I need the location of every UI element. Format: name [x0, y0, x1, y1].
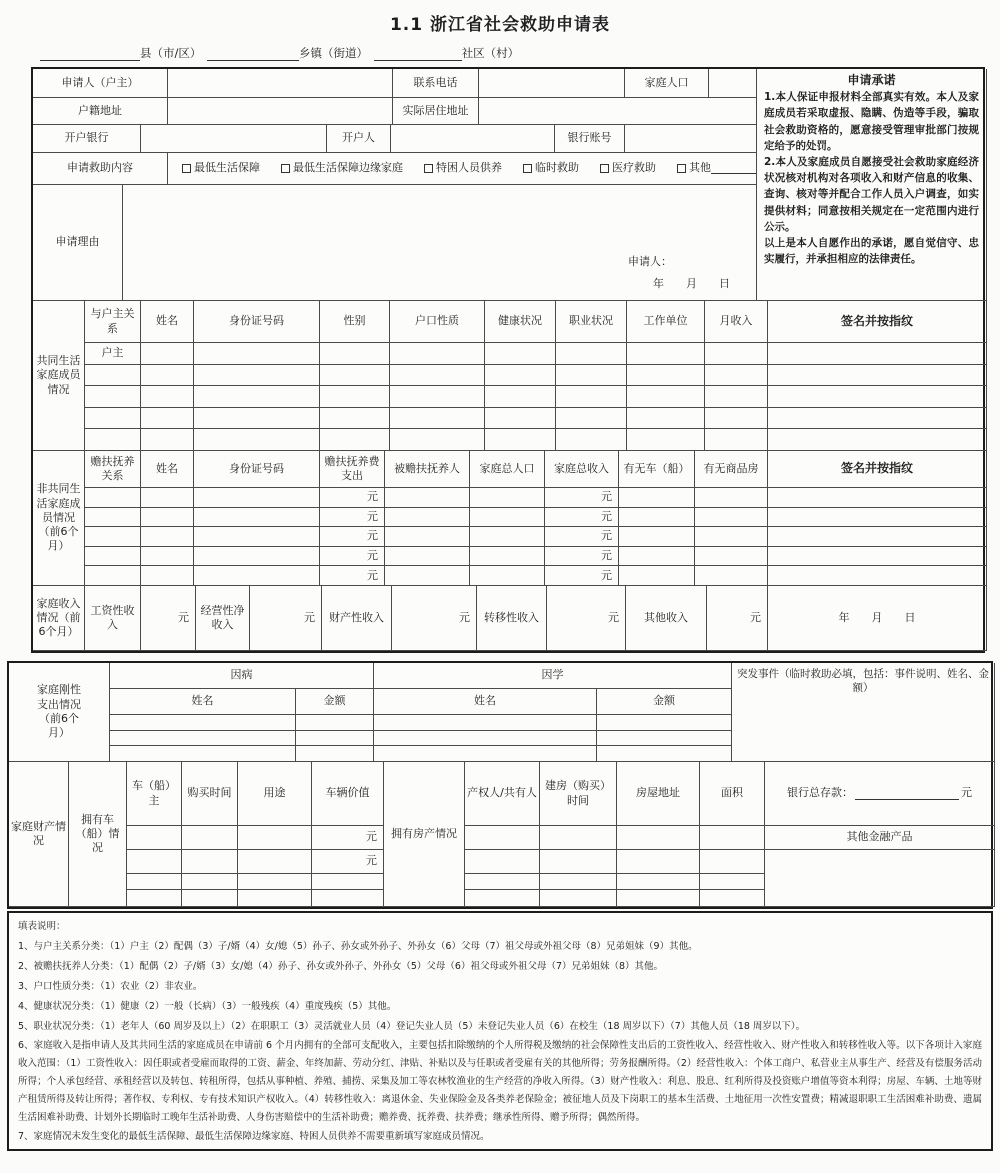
- registered-address-input[interactable]: [168, 98, 393, 125]
- property-section-label: 家庭财产情况: [9, 762, 69, 907]
- table-cell[interactable]: [485, 429, 556, 451]
- table-cell[interactable]: [768, 566, 987, 586]
- table-cell[interactable]: [597, 731, 732, 747]
- account-holder-label: 开户人: [327, 125, 391, 153]
- family-size-label: 家庭人口: [625, 69, 709, 98]
- income-business-input[interactable]: 元: [250, 586, 322, 651]
- table-cell[interactable]: [390, 386, 485, 408]
- table-cell[interactable]: [374, 746, 597, 762]
- table-cell[interactable]: [768, 527, 987, 547]
- car-purchase-time-label: 购买时间: [182, 762, 238, 826]
- aid-option-temporary[interactable]: 临时救助: [523, 161, 579, 175]
- phone-label: 联系电话: [393, 69, 479, 98]
- table-cell[interactable]: [85, 488, 141, 508]
- table-cell[interactable]: [85, 527, 141, 547]
- table-cell[interactable]: [374, 731, 597, 747]
- car-owner-label: 车（船）主: [127, 762, 182, 826]
- note-item-7: 7、家庭情况未发生变化的最低生活保障、最低生活保障边缘家庭、特困人员供养不需要重新填写家庭成员情况。: [18, 1131, 490, 1142]
- table-cell[interactable]: [127, 850, 182, 874]
- income-business-label: 经营性净收入: [196, 586, 250, 651]
- yuan-unit[interactable]: 元: [312, 826, 384, 850]
- table-cell[interactable]: [627, 343, 705, 365]
- aid-options-row: [168, 153, 757, 185]
- nc-row: [85, 566, 987, 586]
- aid-option-dibao[interactable]: 最低生活保障: [182, 161, 260, 175]
- county-label: 县（市/区）: [140, 46, 202, 60]
- town-blank[interactable]: [207, 48, 299, 61]
- note-item-3: 3、户口性质分类：（1）农业（2）非农业。: [18, 981, 203, 992]
- expense-section-label: 家庭刚性支出情况（前6个月）: [9, 663, 110, 762]
- nc-row: [85, 547, 987, 567]
- table-cell[interactable]: [127, 826, 182, 850]
- checkbox-icon[interactable]: [281, 164, 290, 173]
- table-cell[interactable]: [695, 566, 768, 586]
- community-blank[interactable]: [374, 48, 462, 61]
- notes-title: 填表说明：: [18, 921, 66, 932]
- table-cell[interactable]: [485, 365, 556, 387]
- table-cell[interactable]: [141, 365, 194, 387]
- table-cell[interactable]: [238, 874, 312, 890]
- table-cell[interactable]: [194, 488, 320, 508]
- yuan-unit[interactable]: 元: [320, 527, 385, 547]
- table-cell[interactable]: [619, 566, 695, 586]
- member-col-employer: 工作单位: [627, 301, 705, 343]
- table-cell[interactable]: [556, 429, 627, 451]
- table-cell[interactable]: [320, 365, 390, 387]
- table-cell[interactable]: [141, 408, 194, 430]
- table-cell[interactable]: [700, 850, 765, 874]
- table-cell[interactable]: [320, 408, 390, 430]
- residence-address-label: 实际居住地址: [393, 98, 479, 125]
- pledge-paragraph-3: 以上是本人自愿作出的承诺，愿自觉信守、忠实履行，并承担相应的法律责任。: [764, 237, 979, 266]
- bank-account-input[interactable]: [625, 125, 757, 153]
- non-cohabit-section-label: 非共同生活家庭成员情况（前6个月）: [33, 451, 85, 586]
- yuan-unit[interactable]: 元: [312, 850, 384, 874]
- yuan-unit: 元: [961, 786, 972, 800]
- table-cell[interactable]: [768, 365, 987, 387]
- pledge-panel: [757, 69, 987, 301]
- nc-col-signature: 签名并按指纹: [768, 451, 987, 488]
- table-cell[interactable]: [768, 508, 987, 528]
- table-cell[interactable]: [705, 365, 768, 387]
- expense-section: [9, 663, 991, 762]
- members-section: [33, 301, 983, 451]
- table-cell[interactable]: [320, 429, 390, 451]
- table-cell[interactable]: [556, 408, 627, 430]
- table-cell[interactable]: [85, 566, 141, 586]
- table-cell[interactable]: [296, 746, 374, 762]
- other-financial-label: 其他金融产品: [765, 826, 995, 850]
- bank-deposit-cell[interactable]: [765, 762, 995, 826]
- table-cell[interactable]: [540, 890, 617, 907]
- income-wage-label: 工资性收入: [85, 586, 141, 651]
- table-cell[interactable]: [296, 731, 374, 747]
- expense-study-name-label: 姓名: [374, 689, 597, 715]
- table-cell[interactable]: [617, 890, 700, 907]
- expense-study-amount-label: 金额: [597, 689, 732, 715]
- member-col-monthly-income: 月收入: [705, 301, 768, 343]
- table-cell[interactable]: [768, 408, 987, 430]
- table-cell[interactable]: [194, 527, 320, 547]
- table-cell[interactable]: [85, 429, 141, 451]
- nc-col-has-vehicle: 有无车（船）: [619, 451, 695, 488]
- table-cell[interactable]: [470, 527, 545, 547]
- aid-option-medical[interactable]: 医疗救助: [600, 161, 656, 175]
- yuan-unit[interactable]: 元: [545, 566, 619, 586]
- phone-input[interactable]: [479, 69, 625, 98]
- table-cell[interactable]: [465, 874, 540, 890]
- expense-emergency-label: 突发事件（临时救助必填，包括：事件说明、姓名、金额）: [737, 668, 989, 694]
- bank-name-label: 开户银行: [33, 125, 141, 153]
- member-col-signature: 签名并按指纹: [768, 301, 987, 343]
- table-cell[interactable]: [540, 874, 617, 890]
- table-cell[interactable]: [700, 874, 765, 890]
- table-cell[interactable]: [390, 429, 485, 451]
- table-cell[interactable]: [705, 343, 768, 365]
- table-cell[interactable]: [627, 386, 705, 408]
- income-section: [33, 586, 983, 651]
- checkbox-icon[interactable]: [600, 164, 609, 173]
- nc-col-id-number: 身份证号码: [194, 451, 320, 488]
- nc-row: [85, 508, 987, 528]
- yuan-unit[interactable]: 元: [320, 566, 385, 586]
- table-cell[interactable]: [141, 547, 194, 567]
- checkbox-icon[interactable]: [677, 164, 686, 173]
- residence-address-input[interactable]: [479, 98, 757, 125]
- registered-address-label: 户籍地址: [33, 98, 168, 125]
- applicant-input[interactable]: [168, 69, 393, 98]
- table-cell[interactable]: [485, 386, 556, 408]
- table-cell[interactable]: [470, 488, 545, 508]
- member-col-gender: 性别: [320, 301, 390, 343]
- table-cell[interactable]: [141, 343, 194, 365]
- table-cell[interactable]: [320, 386, 390, 408]
- table-cell[interactable]: [85, 547, 141, 567]
- member-row: [85, 365, 987, 387]
- table-cell[interactable]: [485, 343, 556, 365]
- nc-col-has-property: 有无商品房: [695, 451, 768, 488]
- table-cell[interactable]: [705, 408, 768, 430]
- table-cell[interactable]: [182, 874, 238, 890]
- bank-deposit-label: 银行总存款：: [787, 786, 853, 800]
- member-col-health: 健康状况: [485, 301, 556, 343]
- table-cell[interactable]: [695, 488, 768, 508]
- table-cell[interactable]: [141, 386, 194, 408]
- reason-input[interactable]: [123, 185, 757, 301]
- member-row-head: [85, 343, 987, 365]
- member-col-relation: 与户主关系: [85, 301, 141, 343]
- aid-other-blank[interactable]: [711, 163, 757, 174]
- table-cell[interactable]: [385, 488, 470, 508]
- table-cell[interactable]: [85, 386, 141, 408]
- table-cell[interactable]: [768, 488, 987, 508]
- table-cell[interactable]: [705, 429, 768, 451]
- expense-illness-amount-label: 金额: [296, 689, 374, 715]
- yuan-unit[interactable]: 元: [320, 488, 385, 508]
- other-financial-input[interactable]: [765, 850, 995, 907]
- applicant-sign-label: 申请人：: [628, 255, 672, 269]
- table-cell[interactable]: [700, 826, 765, 850]
- table-cell[interactable]: [385, 527, 470, 547]
- income-date-line: 年 月 日: [768, 586, 987, 651]
- table-cell[interactable]: [617, 850, 700, 874]
- income-asset-label: 财产性收入: [322, 586, 392, 651]
- table-cell[interactable]: [238, 826, 312, 850]
- nc-row: [85, 488, 987, 508]
- yuan-unit[interactable]: 元: [545, 508, 619, 528]
- income-section-label: 家庭收入情况（前6个月）: [33, 586, 85, 651]
- table-cell[interactable]: [627, 408, 705, 430]
- table-cell[interactable]: [619, 547, 695, 567]
- table-cell[interactable]: [141, 508, 194, 528]
- table-cell[interactable]: [320, 343, 390, 365]
- nc-row: [85, 527, 987, 547]
- table-cell[interactable]: [385, 508, 470, 528]
- note-item-1: 1、与户主关系分类：（1）户主（2）配偶（3）子/婿（4）女/媳（5）孙子、孙女或外孙子、外孙女（6）父母（7）祖父母或外祖父母（8）兄弟姐妹（9）其他。: [18, 941, 698, 952]
- table-cell[interactable]: [127, 890, 182, 907]
- table-cell[interactable]: [182, 850, 238, 874]
- income-transfer-label: 转移性收入: [477, 586, 547, 651]
- table-cell[interactable]: [619, 527, 695, 547]
- expense-property-table: [7, 661, 993, 909]
- aid-option-dibao-edge[interactable]: 最低生活保障边缘家庭: [281, 161, 403, 175]
- aid-option-other[interactable]: 其他: [677, 161, 757, 175]
- income-wage-input[interactable]: 元: [141, 586, 196, 651]
- member-row: [85, 386, 987, 408]
- yuan-unit[interactable]: 元: [320, 508, 385, 528]
- note-item-2: 2、被赡扶抚养人分类：（1）配偶（2）子/婿（3）女/媳（4）孙子、孙女或外孙子、外孙女（5）父母（6）祖父母或外祖父母（7）兄弟姐妹（8）其他。: [18, 961, 664, 972]
- table-cell[interactable]: [141, 566, 194, 586]
- yuan-unit[interactable]: 元: [545, 547, 619, 567]
- note-item-6: 6、家庭收入是指申请人及其共同生活的家庭成员在申请前 6 个月内拥有的全部可支配收入，主要包括扣除缴纳的个人所得税及缴纳的社会保障性支出后的工资性收入、经营性收入、财产性收入和转移性收入等。以下各项计入家庭收入范围：（1）工资性收入：因任职或者受雇而取得的工资、薪金、年终加薪、劳动分红、津贴、补贴以及与任职或者受雇有关的其他所得；劳务报酬所得。（2）经营性收入：个体工商户、私营业主从事生产、经营及有偿服务活动所得；个人承包经营、承租经营以及转包、转租所得，包括从事种植、养殖、捕捞、采集及加工等农林牧渔业的生产经营的净收入所得。（3）财产性收入：利息、股息、红利所得及投资账户增值等资本利得；房屋、车辆、土地等财产租赁所得及转让所得；著作权、专利权、专有技术知识产权收入。（4）转移性收入：离退休金、失业保险金及各类养老保险金；被征地人员及下岗职工的基本生活费、土地征用一次性安置费；精减退职职工生活困难补助费、遗属生活困难补助费、计划外长期临时工晚年生活补助费、人身伤害赔偿中的生活补助费；赡养费、抚养费、扶养费；继承性所得、赠予所得；偶然所得。: [18, 1040, 982, 1123]
- table-cell[interactable]: [390, 343, 485, 365]
- table-cell[interactable]: [619, 508, 695, 528]
- car-value-label: 车辆价值: [312, 762, 384, 826]
- table-cell[interactable]: [385, 566, 470, 586]
- expense-study-label: 因学: [374, 663, 732, 689]
- table-cell[interactable]: [700, 890, 765, 907]
- property-house-group-label: 拥有房产情况: [384, 762, 465, 907]
- pledge-title: 申请承诺: [847, 73, 896, 87]
- reason-date-line: 年 月 日: [653, 276, 730, 290]
- note-item-5: 5、职业状况分类：（1）老年人（60 周岁及以上）（2）在职职工（3）灵活就业人员（4）登记失业人员（5）未登记失业人员（6）在校生（18 周岁以下）（7）其他人员（18 周岁以下）。: [18, 1021, 806, 1032]
- table-cell[interactable]: [141, 429, 194, 451]
- reason-label: 申请理由: [33, 185, 123, 301]
- income-other-label: 其他收入: [626, 586, 707, 651]
- member-row: [85, 429, 987, 451]
- expense-illness-name-label: 姓名: [110, 689, 296, 715]
- table-cell[interactable]: [194, 386, 320, 408]
- nc-col-name: 姓名: [141, 451, 194, 488]
- table-cell[interactable]: [110, 746, 296, 762]
- nc-col-family-income: 家庭总收入: [545, 451, 619, 488]
- table-cell[interactable]: [768, 343, 987, 365]
- nc-col-supported-person: 被赡扶抚养人: [385, 451, 470, 488]
- members-section-label: 共同生活家庭成员情况: [33, 301, 85, 451]
- table-cell[interactable]: [127, 874, 182, 890]
- member-col-occupation: 职业状况: [556, 301, 627, 343]
- page-title: 1.1 浙江省社会救助申请表: [389, 15, 611, 35]
- table-cell[interactable]: [374, 715, 597, 731]
- table-cell[interactable]: [85, 408, 141, 430]
- table-cell[interactable]: [597, 715, 732, 731]
- income-asset-input[interactable]: 元: [392, 586, 477, 651]
- table-cell[interactable]: [194, 566, 320, 586]
- table-cell[interactable]: [385, 547, 470, 567]
- house-address-label: 房屋地址: [617, 762, 700, 826]
- table-cell[interactable]: [617, 826, 700, 850]
- pledge-paragraph-1: 1.本人保证申报材料全部真实有效。本人及家庭成员若采取虚报、隐瞒、伪造等手段，骗取社会救助资格的，愿意接受管理审批部门按规定给予的处罚。: [764, 91, 979, 152]
- table-cell[interactable]: [617, 874, 700, 890]
- table-cell[interactable]: [540, 826, 617, 850]
- table-cell[interactable]: [194, 429, 320, 451]
- table-cell[interactable]: [540, 850, 617, 874]
- member-col-name: 姓名: [141, 301, 194, 343]
- table-cell[interactable]: [465, 850, 540, 874]
- table-cell[interactable]: [470, 547, 545, 567]
- table-cell[interactable]: [182, 826, 238, 850]
- community-label: 社区（村）: [461, 46, 520, 60]
- table-cell[interactable]: [768, 547, 987, 567]
- table-cell[interactable]: [238, 890, 312, 907]
- table-cell[interactable]: [627, 365, 705, 387]
- income-other-input[interactable]: 元: [707, 586, 768, 651]
- table-cell[interactable]: [110, 731, 296, 747]
- table-cell[interactable]: [619, 488, 695, 508]
- table-cell[interactable]: [194, 408, 320, 430]
- bank-name-input[interactable]: [141, 125, 327, 153]
- expense-emergency-cell[interactable]: [732, 663, 995, 762]
- member-col-id-number: 身份证号码: [194, 301, 320, 343]
- aid-content-label: 申请救助内容: [33, 153, 168, 185]
- checkbox-icon[interactable]: [523, 164, 532, 173]
- note-item-4: 4、健康状况分类：（1）健康（2）一般（长病）（3）一般残疾（4）重度残疾（5）其他。: [18, 1001, 397, 1012]
- table-cell[interactable]: [85, 508, 141, 528]
- table-cell[interactable]: [238, 850, 312, 874]
- table-cell[interactable]: [556, 365, 627, 387]
- table-cell[interactable]: [465, 826, 540, 850]
- house-build-time-label: 建房（购买）时间: [540, 762, 617, 826]
- table-cell[interactable]: [485, 408, 556, 430]
- applicant-label: 申请人（户主）: [33, 69, 168, 98]
- member-row: [85, 408, 987, 430]
- yuan-unit[interactable]: 元: [545, 488, 619, 508]
- table-cell[interactable]: [110, 715, 296, 731]
- table-cell[interactable]: [465, 890, 540, 907]
- table-cell[interactable]: [695, 527, 768, 547]
- member-col-hukou: 户口性质: [390, 301, 485, 343]
- table-cell[interactable]: [695, 547, 768, 567]
- table-cell[interactable]: [141, 488, 194, 508]
- table-cell[interactable]: [390, 365, 485, 387]
- income-transfer-input[interactable]: 元: [547, 586, 626, 651]
- table-cell[interactable]: [312, 874, 384, 890]
- table-cell[interactable]: [556, 386, 627, 408]
- table-cell[interactable]: [470, 566, 545, 586]
- table-cell[interactable]: [390, 408, 485, 430]
- table-cell[interactable]: [768, 386, 987, 408]
- table-cell[interactable]: [194, 547, 320, 567]
- bank-account-label: 银行账号: [555, 125, 625, 153]
- nc-col-family-size: 家庭总人口: [470, 451, 545, 488]
- notes-panel: [7, 911, 993, 1151]
- main-form-table: [31, 67, 985, 653]
- table-cell[interactable]: [705, 386, 768, 408]
- pledge-paragraph-2: 2.本人及家庭成员自愿接受社会救助家庭经济状况核对机构对各项收入和财产信息的收集、查询、核对等并配合工作人员入户调查，如实提供材料；同意按相关规定在一定范围内进行公示。: [764, 156, 979, 233]
- table-cell[interactable]: [182, 890, 238, 907]
- aid-option-tekun[interactable]: 特困人员供养: [424, 161, 502, 175]
- table-cell[interactable]: [312, 890, 384, 907]
- table-cell[interactable]: [194, 508, 320, 528]
- checkbox-icon[interactable]: [182, 164, 191, 173]
- table-cell[interactable]: [85, 365, 141, 387]
- nc-col-support-relation: 赡扶抚养关系: [85, 451, 141, 488]
- table-cell[interactable]: [627, 429, 705, 451]
- account-holder-input[interactable]: [391, 125, 555, 153]
- table-cell[interactable]: [597, 746, 732, 762]
- checkbox-icon[interactable]: [424, 164, 433, 173]
- family-size-input[interactable]: [709, 69, 757, 98]
- table-cell[interactable]: [296, 715, 374, 731]
- bank-deposit-blank[interactable]: [855, 788, 959, 800]
- table-cell[interactable]: [695, 508, 768, 528]
- table-cell[interactable]: [194, 365, 320, 387]
- place-line: [40, 45, 1000, 62]
- car-usage-label: 用途: [238, 762, 312, 826]
- table-cell[interactable]: [768, 429, 987, 451]
- house-owner-label: 产权人/共有人: [465, 762, 540, 826]
- table-cell[interactable]: [141, 527, 194, 547]
- yuan-unit[interactable]: 元: [320, 547, 385, 567]
- member-relation-host: 户主: [85, 343, 141, 365]
- table-cell[interactable]: [194, 343, 320, 365]
- house-area-label: 面积: [700, 762, 765, 826]
- table-cell[interactable]: [556, 343, 627, 365]
- expense-illness-label: 因病: [110, 663, 374, 689]
- property-car-group-label: 拥有车（船）情况: [69, 762, 127, 907]
- property-section: [9, 762, 991, 907]
- yuan-unit[interactable]: 元: [545, 527, 619, 547]
- county-blank[interactable]: [40, 48, 140, 61]
- table-cell[interactable]: [470, 508, 545, 528]
- town-label: 乡镇（街道）: [299, 46, 369, 60]
- nc-col-support-expense: 赡扶抚养费支出: [320, 451, 385, 488]
- non-cohabit-section: [33, 451, 983, 586]
